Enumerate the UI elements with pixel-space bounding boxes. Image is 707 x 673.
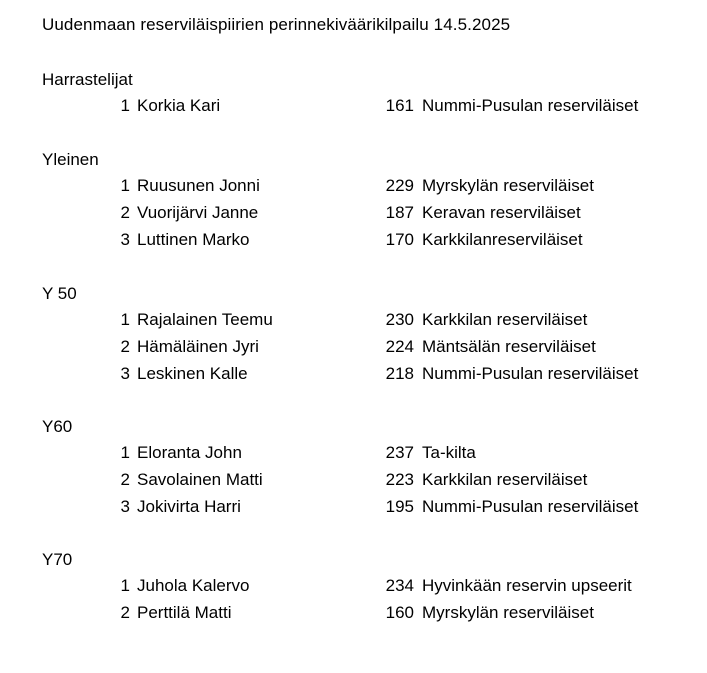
result-rank: 1 bbox=[120, 443, 130, 462]
competitor-club: Karkkilanreserviläiset bbox=[422, 230, 583, 249]
result-rank: 3 bbox=[120, 497, 130, 516]
result-row bbox=[0, 603, 707, 627]
competitor-club: Nummi-Pusulan reserviläiset bbox=[422, 364, 639, 383]
competitor-name: Luttinen Marko bbox=[137, 230, 250, 249]
section-heading: Y 50 bbox=[42, 284, 77, 303]
result-row bbox=[0, 176, 707, 200]
competitor-name: Ruusunen Jonni bbox=[137, 176, 260, 195]
competitor-club: Mäntsälän reserviläiset bbox=[422, 337, 596, 356]
result-rank: 2 bbox=[120, 337, 130, 356]
result-row bbox=[0, 470, 707, 494]
competitor-name: Hämäläinen Jyri bbox=[137, 337, 259, 356]
result-rank: 1 bbox=[120, 310, 130, 329]
competitor-name: Eloranta John bbox=[137, 443, 242, 462]
result-row bbox=[0, 310, 707, 334]
competitor-name: Savolainen Matti bbox=[137, 470, 263, 489]
result-rank: 1 bbox=[120, 176, 130, 195]
competitor-name: Korkia Kari bbox=[137, 96, 221, 115]
result-row bbox=[0, 203, 707, 227]
result-row bbox=[0, 230, 707, 254]
competitor-club: Myrskylän reserviläiset bbox=[422, 176, 594, 195]
section-heading: Y70 bbox=[42, 550, 73, 569]
competitor-name: Rajalainen Teemu bbox=[137, 310, 273, 329]
competitor-club: Hyvinkään reservin upseerit bbox=[422, 576, 632, 595]
result-score: 230 bbox=[385, 310, 414, 329]
result-score: 224 bbox=[385, 337, 414, 356]
competitor-name: Vuorijärvi Janne bbox=[137, 203, 259, 222]
result-row bbox=[0, 96, 707, 120]
section-heading: Yleinen bbox=[42, 150, 99, 169]
competitor-club: Myrskylän reserviläiset bbox=[422, 603, 594, 622]
result-rank: 2 bbox=[120, 603, 130, 622]
result-row bbox=[0, 364, 707, 388]
result-score: 187 bbox=[385, 203, 414, 222]
competitor-club: Ta-kilta bbox=[422, 443, 476, 462]
result-rank: 2 bbox=[120, 203, 130, 222]
result-score: 170 bbox=[385, 230, 414, 249]
competitor-club: Karkkilan reserviläiset bbox=[422, 310, 588, 329]
result-score: 229 bbox=[385, 176, 414, 195]
section-heading: Y60 bbox=[42, 417, 73, 436]
competitor-club: Karkkilan reserviläiset bbox=[422, 470, 588, 489]
result-rank: 2 bbox=[120, 470, 130, 489]
competitor-club: Nummi-Pusulan reserviläiset bbox=[422, 497, 639, 516]
result-score: 161 bbox=[385, 96, 414, 115]
competitor-name: Perttilä Matti bbox=[137, 603, 232, 622]
result-score: 223 bbox=[385, 470, 414, 489]
section-heading: Harrastelijat bbox=[42, 70, 133, 89]
competitor-club: Nummi-Pusulan reserviläiset bbox=[422, 96, 639, 115]
result-row bbox=[0, 576, 707, 600]
result-rank: 1 bbox=[120, 576, 130, 595]
result-score: 195 bbox=[385, 497, 414, 516]
result-score: 237 bbox=[385, 443, 414, 462]
document-title: Uudenmaan reserviläispiirien perinnekiväärikilpailu 14.5.2025 bbox=[42, 15, 511, 34]
result-rank: 1 bbox=[120, 96, 130, 115]
result-score: 218 bbox=[385, 364, 414, 383]
competitor-name: Jokivirta Harri bbox=[137, 497, 241, 516]
result-score: 160 bbox=[385, 603, 414, 622]
result-score: 234 bbox=[385, 576, 414, 595]
result-row bbox=[0, 337, 707, 361]
competitor-club: Keravan reserviläiset bbox=[422, 203, 581, 222]
result-row bbox=[0, 443, 707, 467]
competitor-name: Juhola Kalervo bbox=[137, 576, 250, 595]
competitor-name: Leskinen Kalle bbox=[137, 364, 248, 383]
result-rank: 3 bbox=[120, 364, 130, 383]
result-row bbox=[0, 497, 707, 521]
result-rank: 3 bbox=[120, 230, 130, 249]
